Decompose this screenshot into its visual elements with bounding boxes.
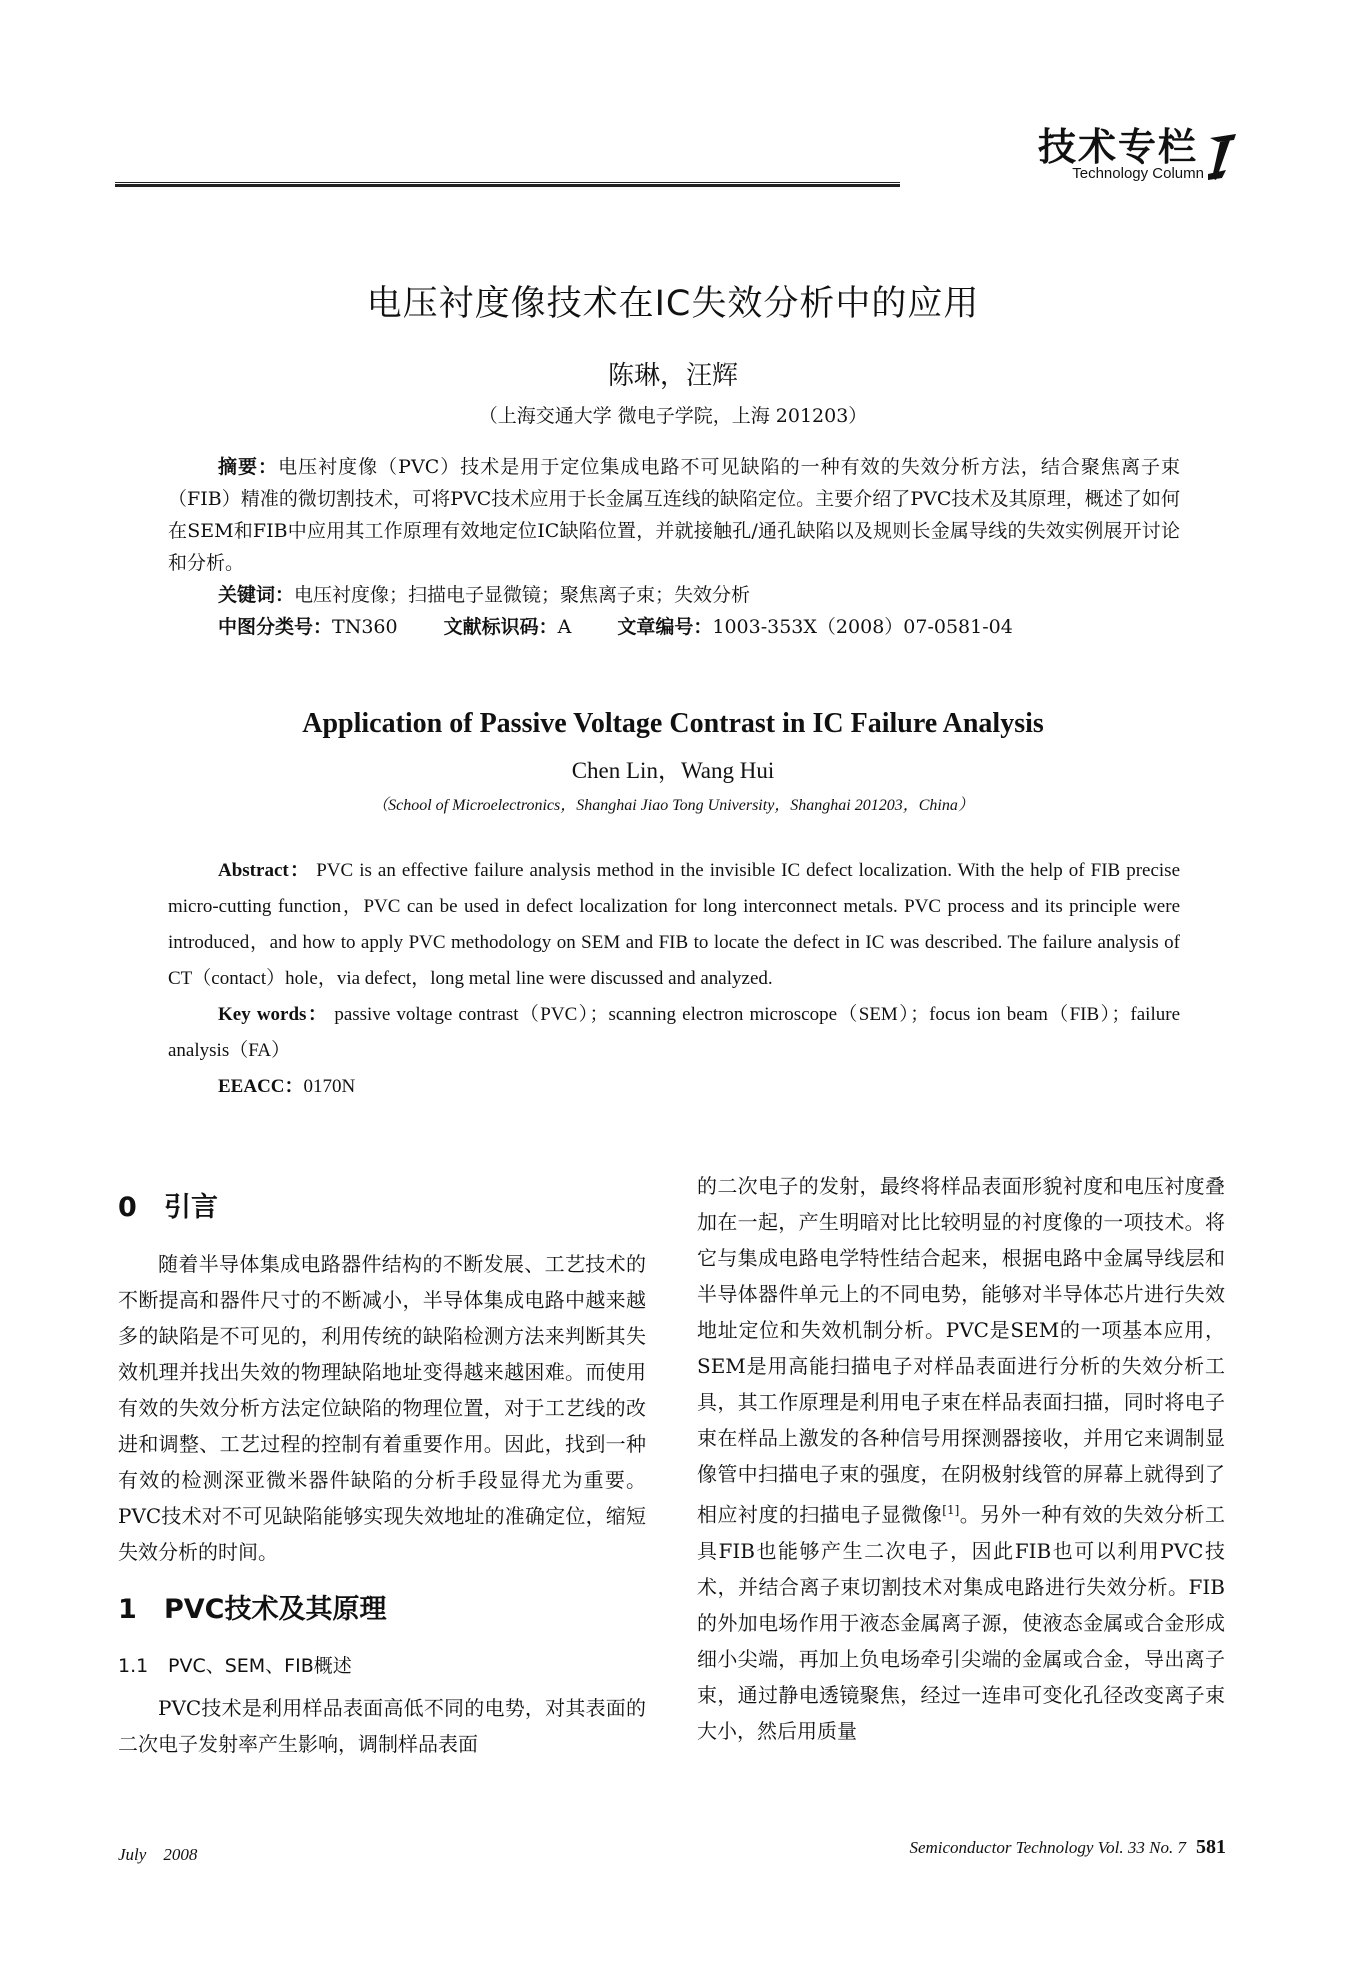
subsection-1-1-heading bbox=[118, 1648, 646, 1684]
section-1-title: PVC技术及其原理 bbox=[164, 1594, 387, 1625]
doc-code-value: A bbox=[557, 616, 572, 638]
clc-label: 中图分类号： bbox=[218, 616, 333, 638]
abstract-cn bbox=[168, 451, 1180, 643]
paper-title-en: Application of Passive Voltage Contrast in IC Failure Analysis bbox=[302, 708, 1044, 739]
subsection-1-1-title: PVC、SEM、FIB概述 bbox=[168, 1655, 352, 1677]
abstract-cn-text: 电压衬度像（PVC）技术是用于定位集成电路不可见缺陷的一种有效的失效分析方法，结合聚焦离子束（FIB）精准的微切割技术，可将PVC技术应用于长金属互连线的缺陷定位。主要介绍了PVC技术及其原理，概述了如何在SEM和FIB中应用其工作原理有效地定位IC缺陷位置，并就接触孔/通孔缺陷以及规则长金属导线的失效实例展开讨论和分析。 bbox=[168, 456, 1180, 574]
section-0-paragraph: 随着半导体集成电路器件结构的不断发展、工艺技术的不断提高和器件尺寸的不断减小，半导体集成电路中越来越多的缺陷是不可见的，利用传统的缺陷检测方法来判断其失效机理并找出失效的物理缺陷地址变得越来越困难。而使用有效的失效分析方法定位缺陷的物理位置，对于工艺线的改进和调整、工艺过程的控制有着重要作用。因此，找到一种有效的检测深亚微米器件缺陷的分析手段显得尤为重要。PVC技术对不可见缺陷能够实现失效地址的准确定位，缩短失效分析的时间。 bbox=[118, 1252, 646, 1564]
eeacc-label: EEACC： bbox=[218, 1076, 304, 1097]
keywords-cn bbox=[218, 579, 1180, 611]
affiliation-en: （School of Microelectronics，Shanghai Jiao Tong University，Shanghai 201203，China） bbox=[372, 797, 974, 814]
footer-date: July 2008 bbox=[118, 1845, 198, 1864]
affiliation-cn: （上海交通大学 微电子学院，上海 201203） bbox=[478, 405, 868, 427]
column-title-en: Technology Column bbox=[1072, 165, 1204, 182]
doc-code-label: 文献标识码： bbox=[443, 616, 558, 638]
section-1-number: 1 bbox=[118, 1594, 137, 1625]
keywords-en-text: passive voltage contrast（PVC）；scanning electron microscope（SEM）；focus ion beam（FIB）；failure analysis（FA） bbox=[168, 1004, 1181, 1061]
clc-value: TN360 bbox=[332, 616, 398, 638]
paragraph-cont-a: 的二次电子的发射，最终将样品表面形貌衬度和电压衬度叠加在一起，产生明暗对比比较明显的衬度像的一项技术。将它与集成电路电学特性结合起来，根据电路中金属导线层和半导体器件单元上的不同电势，能够对半导体芯片进行失效地址定位和失效机制分析。PVC是SEM的一项基本应用，SEM是用高能扫描电子对样品表面进行分析的失效分析工具，其工作原理是利用电子束在样品表面扫描，同时将电子束在样品上激发的各种信号用探测器接收，并用它来调制显像管中扫描电子束的强度，在阴极射线管的屏幕上就得到了相应衬度的扫描电子显微像 bbox=[697, 1174, 1225, 1527]
paper-title-cn: 电压衬度像技术在IC失效分析中的应用 bbox=[366, 284, 980, 324]
subsection-1-1-paragraph-cont bbox=[697, 1168, 1225, 1749]
column-title-cn: 技术专栏 bbox=[1037, 125, 1198, 169]
reference-1[interactable]: [1] bbox=[942, 1503, 960, 1517]
abstract-cn-label: 摘要： bbox=[218, 456, 279, 478]
section-0-title: 引言 bbox=[164, 1192, 218, 1223]
section-0-number: 0 bbox=[118, 1192, 137, 1223]
authors-cn: 陈琳，汪辉 bbox=[607, 361, 738, 391]
article-no-value: 1003-353X（2008）07-0581-04 bbox=[712, 616, 1013, 638]
keywords-cn-label: 关键词： bbox=[218, 584, 295, 606]
footer-journal bbox=[909, 1836, 1226, 1859]
pen-logo-icon bbox=[1206, 130, 1240, 182]
abstract-en-text: PVC is an effective failure analysis method in the invisible IC defect localization. With the help of FIB precise micro-cutting function，PVC can be used in defect localization for long interconnect metals. PVC process and its principle were introduced，and how to apply PVC methodology on SEM and FIB to locate the defect in IC was described. The failure analysis of CT（contact）hole，via defect，long metal line were discussed and analyzed. bbox=[168, 860, 1181, 989]
page-number: 581 bbox=[1196, 1836, 1226, 1858]
subsection-1-1-paragraph-start: PVC技术是利用样品表面高低不同的电势，对其表面的二次电子发射率产生影响，调制样品表面 bbox=[118, 1696, 646, 1756]
keywords-cn-text: 电压衬度像；扫描电子显微镜；聚焦离子束；失效分析 bbox=[294, 584, 751, 606]
article-no-label: 文章编号： bbox=[617, 616, 713, 638]
subsection-1-1-number: 1.1 bbox=[118, 1655, 149, 1677]
classification bbox=[218, 611, 1180, 643]
header-rule bbox=[115, 182, 900, 187]
keywords-en-label: Key words： bbox=[218, 1004, 329, 1025]
eeacc-value: 0170N bbox=[303, 1076, 356, 1097]
paragraph-cont-b: 。另外一种有效的失效分析工具FIB也能够产生二次电子，因此FIB也可以利用PVC技术，并结合离子束切割技术对集成电路进行失效分析。FIB的外加电场作用于液态金属离子源，使液态金属或合金形成细小尖端，再加上负电场牵引尖端的金属或合金，导出离子束，通过静电透镜聚焦，经过一连串可变化孔径改变离子束大小，然后用质量 bbox=[697, 1502, 1226, 1743]
abstract-en-label: Abstract： bbox=[218, 860, 311, 881]
authors-en: Chen Lin，Wang Hui bbox=[571, 758, 775, 783]
section-1-heading bbox=[118, 1592, 646, 1628]
body-left-column bbox=[118, 1172, 646, 1762]
footer-journal-name: Semiconductor Technology Vol. 33 No. 7 bbox=[909, 1838, 1186, 1857]
section-0-heading bbox=[118, 1190, 646, 1226]
abstract-en bbox=[168, 853, 1180, 1105]
body-right-column bbox=[697, 1168, 1225, 1749]
